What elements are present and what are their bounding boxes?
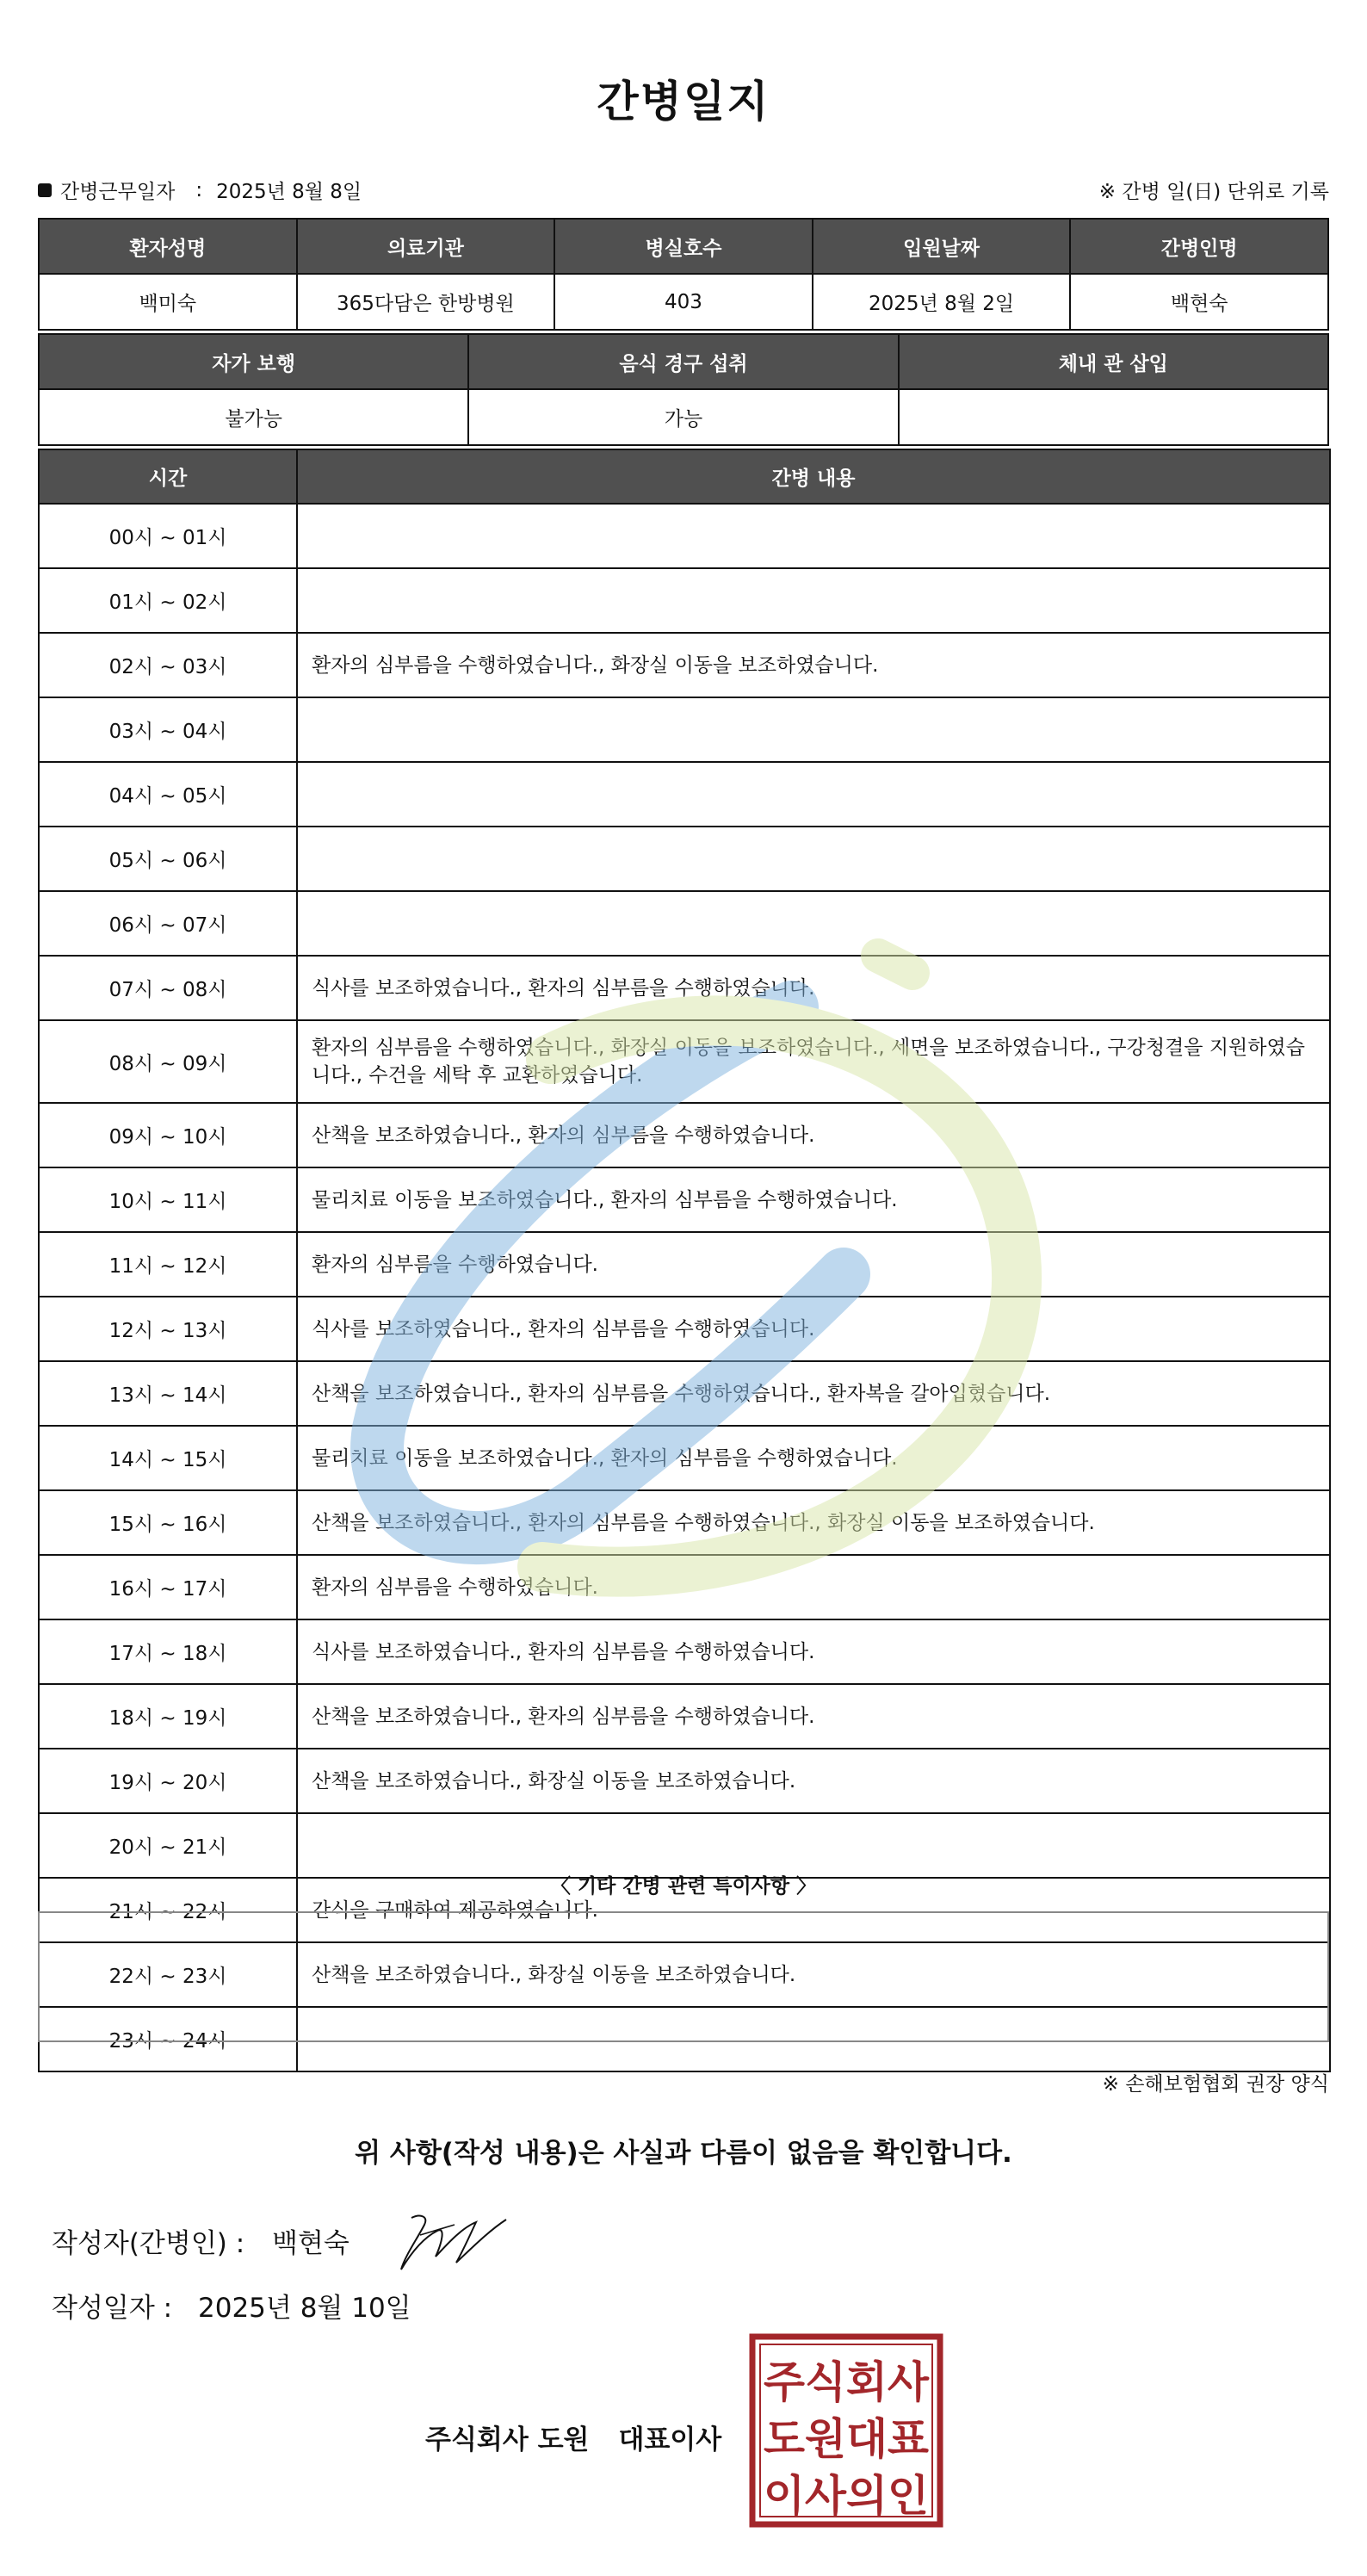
log-content	[297, 504, 1330, 568]
written-date-label: 작성일자 :	[52, 2293, 173, 2324]
log-content: 간식을 구매하여 제공하였습니다.	[297, 1878, 1330, 1942]
log-content: 산책을 보조하였습니다., 화장실 이동을 보조하였습니다.	[297, 1749, 1330, 1813]
log-row	[39, 1619, 1330, 1684]
log-content	[297, 697, 1330, 762]
patient-info-table	[38, 218, 1329, 331]
log-content: 환자의 심부름을 수행하였습니다., 화장실 이동을 보조하였습니다.	[297, 633, 1330, 697]
self-walking: 불가능	[39, 389, 468, 445]
log-row	[39, 504, 1330, 568]
log-content: 식사를 보조하였습니다., 환자의 심부름을 수행하였습니다.	[297, 956, 1330, 1020]
handwritten-signature	[394, 2209, 523, 2278]
log-content: 환자의 심부름을 수행하였습니다., 화장실 이동을 보조하였습니다., 세면을 보조하였습니다., 구강청결을 지원하였습니다., 수건을 세탁 후 교환하였습니다.	[297, 1020, 1330, 1103]
document-title: 간병일지	[597, 77, 770, 127]
log-time: 22시 ~ 23시	[39, 1942, 297, 2007]
seal-text-line: 도원대표	[764, 2414, 930, 2464]
log-content: 식사를 보조하였습니다., 환자의 심부름을 수행하였습니다.	[297, 1297, 1330, 1361]
log-row	[39, 1555, 1330, 1619]
patient-info-header-row	[39, 219, 1328, 274]
company-name: 주식회사 도원	[425, 2424, 590, 2455]
log-row	[39, 1749, 1330, 1813]
header-care-content: 간병 내용	[297, 449, 1330, 504]
seal-text-line: 이사의인	[764, 2471, 929, 2521]
patient-status-value-row	[39, 389, 1328, 445]
log-row	[39, 956, 1330, 1020]
log-content: 산책을 보조하였습니다., 환자의 심부름을 수행하였습니다.	[297, 1103, 1330, 1167]
hourly-care-log-table	[38, 449, 1331, 2072]
log-content: 산책을 보조하였습니다., 환자의 심부름을 수행하였습니다.	[297, 1684, 1330, 1749]
log-time: 11시 ~ 12시	[39, 1232, 297, 1297]
patient-info-value-row	[39, 274, 1328, 330]
log-time: 05시 ~ 06시	[39, 827, 297, 891]
log-time: 12시 ~ 13시	[39, 1297, 297, 1361]
patient-status-header-row	[39, 334, 1328, 389]
log-row	[39, 1426, 1330, 1490]
header-caregiver-name: 간병인명	[1070, 219, 1328, 274]
square-bullet-icon	[38, 183, 52, 197]
log-time: 16시 ~ 17시	[39, 1555, 297, 1619]
log-row	[39, 762, 1330, 827]
log-content	[297, 568, 1330, 633]
log-time: 10시 ~ 11시	[39, 1167, 297, 1232]
log-time: 01시 ~ 02시	[39, 568, 297, 633]
caregiver-name: 백현숙	[1070, 274, 1328, 330]
log-content: 물리치료 이동을 보조하였습니다., 환자의 심부름을 수행하였습니다.	[297, 1426, 1330, 1490]
header-self-walking: 자가 보행	[39, 334, 468, 389]
duty-date-label: 간병근무일자	[60, 181, 176, 203]
header-admission-date: 입원날짜	[813, 219, 1071, 274]
confirmation-statement: 위 사항(작성 내용)은 사실과 다름이 없음을 확인합니다.	[355, 2138, 1012, 2169]
log-time: 20시 ~ 21시	[39, 1813, 297, 1878]
company-representative-title: 대표이사	[618, 2424, 722, 2455]
log-row	[39, 568, 1330, 633]
log-content: 산책을 보조하였습니다., 환자의 심부름을 수행하였습니다., 화장실 이동을 보조하였습니다.	[297, 1490, 1330, 1555]
log-time: 02시 ~ 03시	[39, 633, 297, 697]
oral-intake: 가능	[468, 389, 898, 445]
duty-date-value: 2025년 8월 8일	[216, 181, 362, 203]
log-time: 06시 ~ 07시	[39, 891, 297, 956]
log-row	[39, 1361, 1330, 1426]
log-time: 23시 ~ 24시	[39, 2007, 297, 2071]
log-row	[39, 1684, 1330, 1749]
log-row	[39, 891, 1330, 956]
log-row	[39, 633, 1330, 697]
log-content	[297, 762, 1330, 827]
log-body	[39, 504, 1330, 2071]
log-row	[39, 1103, 1330, 1167]
log-content	[297, 827, 1330, 891]
log-content: 산책을 보조하였습니다., 환자의 심부름을 수행하였습니다., 환자복을 갈아입혔습니다.	[297, 1361, 1330, 1426]
log-row	[39, 1490, 1330, 1555]
written-date-line	[52, 2286, 411, 2325]
log-content: 식사를 보조하였습니다., 환자의 심부름을 수행하였습니다.	[297, 1619, 1330, 1684]
log-content: 환자의 심부름을 수행하였습니다.	[297, 1232, 1330, 1297]
room-number: 403	[554, 274, 813, 330]
header-patient-name: 환자성명	[39, 219, 297, 274]
log-row	[39, 827, 1330, 891]
log-content: 물리치료 이동을 보조하였습니다., 환자의 심부름을 수행하였습니다.	[297, 1167, 1330, 1232]
log-time: 09시 ~ 10시	[39, 1103, 297, 1167]
log-time: 13시 ~ 14시	[39, 1361, 297, 1426]
record-unit-note: ※ 간병 일(日) 단위로 기록	[1098, 181, 1329, 203]
header-room-number: 병실호수	[554, 219, 813, 274]
writer-name: 백현숙	[272, 2228, 349, 2259]
log-time: 19시 ~ 20시	[39, 1749, 297, 1813]
tube-insertion	[899, 389, 1328, 445]
log-time: 00시 ~ 01시	[39, 504, 297, 568]
written-date-value: 2025년 8월 10일	[198, 2293, 411, 2324]
log-row	[39, 1020, 1330, 1103]
company-seal-stamp	[749, 2333, 943, 2528]
log-content: 산책을 보조하였습니다., 화장실 이동을 보조하였습니다.	[297, 1942, 1330, 2007]
writer-label: 작성자(간병인) :	[52, 2228, 245, 2259]
duty-date	[38, 176, 362, 204]
log-time: 03시 ~ 04시	[39, 697, 297, 762]
log-time: 08시 ~ 09시	[39, 1020, 297, 1103]
log-time: 17시 ~ 18시	[39, 1619, 297, 1684]
log-time: 04시 ~ 05시	[39, 762, 297, 827]
log-content	[297, 891, 1330, 956]
form-source-note: ※ 손해보험협회 권장 양식	[1102, 2073, 1329, 2096]
log-header-row	[39, 449, 1330, 504]
log-row	[39, 697, 1330, 762]
seal-text-line: 주식회사	[764, 2357, 930, 2407]
log-row	[39, 1232, 1330, 1297]
log-time: 21시 ~ 22시	[39, 1878, 297, 1942]
duty-date-separator: :	[195, 178, 203, 201]
log-content	[297, 1813, 1330, 1878]
log-time: 18시 ~ 19시	[39, 1684, 297, 1749]
patient-status-table	[38, 333, 1329, 446]
header-oral-intake: 음식 경구 섭취	[468, 334, 898, 389]
log-content: 환자의 심부름을 수행하였습니다.	[297, 1555, 1330, 1619]
log-row	[39, 1813, 1330, 1878]
patient-name: 백미숙	[39, 274, 297, 330]
log-time: 07시 ~ 08시	[39, 956, 297, 1020]
header-tube-insertion: 체내 관 삽입	[899, 334, 1328, 389]
log-row	[39, 1167, 1330, 1232]
admission-date: 2025년 8월 2일	[813, 274, 1071, 330]
log-time: 14시 ~ 15시	[39, 1426, 297, 1490]
log-time: 15시 ~ 16시	[39, 1490, 297, 1555]
writer-line	[52, 2221, 349, 2260]
remarks-title: 〈 기타 간병 관련 특이사항 〉	[550, 1875, 817, 1898]
log-row	[39, 1297, 1330, 1361]
header-time: 시간	[39, 449, 297, 504]
header-medical-institution: 의료기관	[297, 219, 555, 274]
remarks-box	[38, 1911, 1329, 2042]
medical-institution: 365다담은 한방병원	[297, 274, 555, 330]
company-signature-line	[425, 2418, 721, 2456]
